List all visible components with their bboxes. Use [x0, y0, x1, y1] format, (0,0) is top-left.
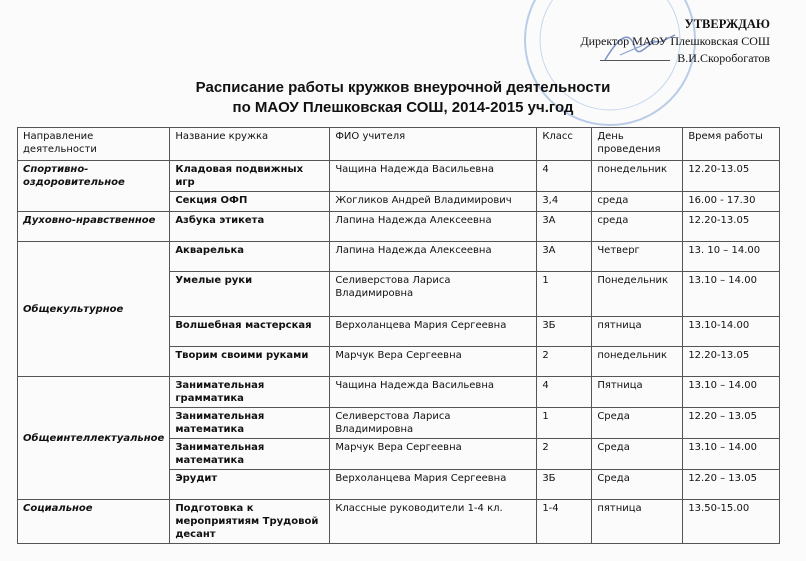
page-title	[0, 78, 806, 118]
class-cell: 3Б	[537, 470, 592, 500]
approval-position: Директор МАОУ Плешковская СОШ	[580, 34, 770, 48]
header-day: День проведения	[592, 128, 683, 161]
club-cell: Творим своими руками	[170, 347, 330, 377]
day-cell: Среда	[592, 408, 683, 439]
day-cell: понедельник	[592, 161, 683, 192]
club-cell: Волшебная мастерская	[170, 317, 330, 347]
teacher-cell: Чащина Надежда Васильевна	[330, 377, 537, 408]
club-cell: Занимательная грамматика	[170, 377, 330, 408]
table-row	[18, 500, 780, 544]
day-cell: пятница	[592, 317, 683, 347]
time-cell: 13.10 – 14.00	[683, 272, 780, 317]
table-row	[18, 377, 780, 408]
teacher-cell: Селиверстова Лариса Владимировна	[330, 408, 537, 439]
club-cell: Секция ОФП	[170, 192, 330, 212]
time-cell: 13.10 – 14.00	[683, 439, 780, 470]
teacher-cell: Лапина Надежда Алексеевна	[330, 212, 537, 242]
time-cell: 12.20 – 13.05	[683, 470, 780, 500]
time-cell: 12.20-13.05	[683, 347, 780, 377]
club-cell: Подготовка к мероприятиям Трудовой десант	[170, 500, 330, 544]
club-cell: Акварелька	[170, 242, 330, 272]
time-cell: 13.50-15.00	[683, 500, 780, 544]
table-header-row	[18, 128, 780, 161]
teacher-cell: Чащина Надежда Васильевна	[330, 161, 537, 192]
day-cell: Среда	[592, 439, 683, 470]
direction-cell: Общекультурное	[18, 242, 170, 377]
teacher-cell: Классные руководители 1-4 кл.	[330, 500, 537, 544]
club-cell: Занимательная математика	[170, 408, 330, 439]
club-cell: Занимательная математика	[170, 439, 330, 470]
club-cell: Умелые руки	[170, 272, 330, 317]
header-class: Класс	[537, 128, 592, 161]
table-row	[18, 161, 780, 192]
time-cell: 13.10 – 14.00	[683, 377, 780, 408]
header-club: Название кружка	[170, 128, 330, 161]
time-cell: 12.20-13.05	[683, 161, 780, 192]
time-cell: 12.20 – 13.05	[683, 408, 780, 439]
teacher-cell: Марчук Вера Сергеевна	[330, 347, 537, 377]
class-cell: 1	[537, 272, 592, 317]
time-cell: 16.00 - 17.30	[683, 192, 780, 212]
club-cell: Кладовая подвижных игр	[170, 161, 330, 192]
day-cell: понедельник	[592, 347, 683, 377]
title-line-2: по МАОУ Плешковская СОШ, 2014-2015 уч.год	[232, 99, 574, 116]
day-cell: Понедельник	[592, 272, 683, 317]
title-line-1: Расписание работы кружков внеурочной деятельности	[195, 79, 611, 96]
header-time: Время работы	[683, 128, 780, 161]
day-cell: пятница	[592, 500, 683, 544]
time-cell: 13. 10 – 14.00	[683, 242, 780, 272]
schedule-table	[17, 127, 780, 544]
teacher-cell: Верхоланцева Мария Сергеевна	[330, 317, 537, 347]
class-cell: 2	[537, 439, 592, 470]
time-cell: 13.10-14.00	[683, 317, 780, 347]
day-cell: Среда	[592, 470, 683, 500]
time-cell: 12.20-13.05	[683, 212, 780, 242]
class-cell: 3А	[537, 212, 592, 242]
teacher-cell: Жогликов Андрей Владимирович	[330, 192, 537, 212]
teacher-cell: Селиверстова Лариса Владимировна	[330, 272, 537, 317]
teacher-cell: Марчук Вера Сергеевна	[330, 439, 537, 470]
day-cell: Пятница	[592, 377, 683, 408]
teacher-cell: Верхоланцева Мария Сергеевна	[330, 470, 537, 500]
day-cell: Четверг	[592, 242, 683, 272]
table-row	[18, 212, 780, 242]
class-cell: 1	[537, 408, 592, 439]
class-cell: 2	[537, 347, 592, 377]
direction-cell: Спортивно-оздоровительное	[18, 161, 170, 212]
header-teacher: ФИО учителя	[330, 128, 537, 161]
club-cell: Эрудит	[170, 470, 330, 500]
teacher-cell: Лапина Надежда Алексеевна	[330, 242, 537, 272]
class-cell: 3Б	[537, 317, 592, 347]
class-cell: 4	[537, 161, 592, 192]
direction-cell: Социальное	[18, 500, 170, 544]
day-cell: среда	[592, 212, 683, 242]
class-cell: 1-4	[537, 500, 592, 544]
approval-name: В.И.Скоробогатов	[677, 51, 770, 65]
class-cell: 3А	[537, 242, 592, 272]
signature-line	[600, 60, 670, 61]
direction-cell: Духовно-нравственное	[18, 212, 170, 242]
class-cell: 3,4	[537, 192, 592, 212]
club-cell: Азбука этикета	[170, 212, 330, 242]
header-direction: Направление деятельности	[18, 128, 170, 161]
approval-heading: УТВЕРЖДАЮ	[684, 17, 770, 31]
class-cell: 4	[537, 377, 592, 408]
day-cell: среда	[592, 192, 683, 212]
direction-cell: Общеинтеллектуальное	[18, 377, 170, 500]
table-row	[18, 242, 780, 272]
